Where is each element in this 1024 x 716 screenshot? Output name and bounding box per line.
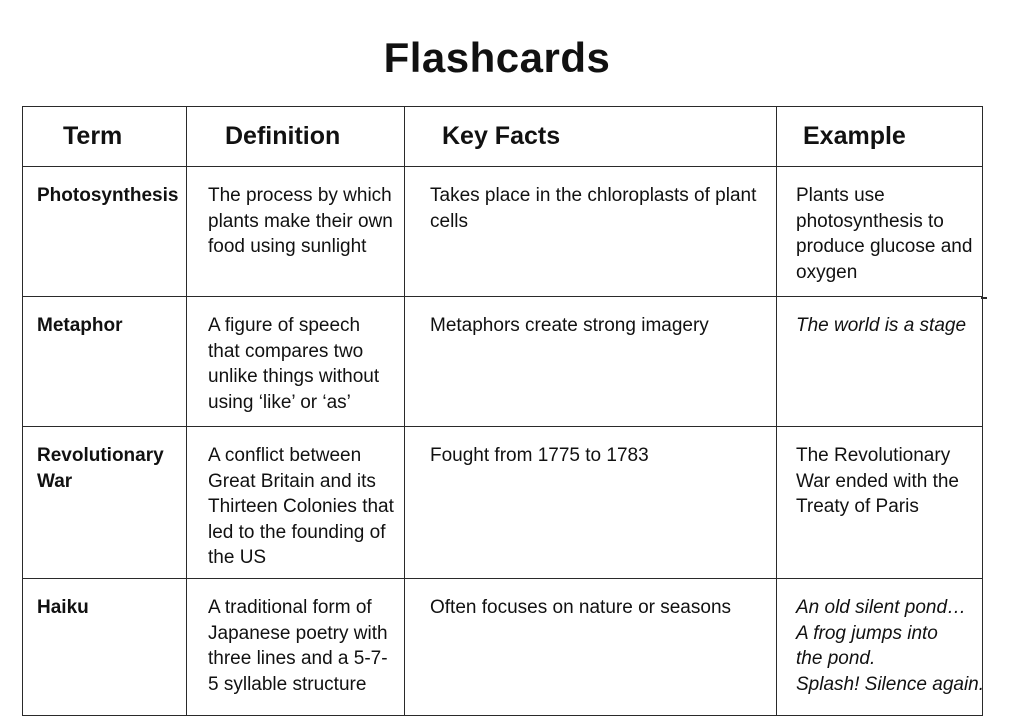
- poem-line: A frog jumps into: [796, 622, 938, 644]
- key-facts-cell: Often focuses on nature or seasons: [405, 579, 777, 716]
- header-key-facts: Key Facts: [405, 107, 777, 167]
- table-row: [23, 167, 983, 297]
- term-cell: Revolutionary War: [23, 427, 187, 579]
- table-row: [23, 297, 983, 427]
- table-row: [23, 579, 983, 716]
- poem-line: Splash! Silence again.: [796, 673, 985, 695]
- example-cell: Plants use photosynthesis to produce glucose and oxygen: [777, 167, 983, 297]
- header-term: Term: [23, 107, 187, 167]
- definition-cell: A conflict between Great Britain and its Thirteen Colonies that led to the founding of the US: [187, 427, 405, 579]
- definition-cell: A figure of speech that compares two unlike things without using ‘like’ or ‘as’: [187, 297, 405, 427]
- term-cell: Metaphor: [23, 297, 187, 427]
- table-border-tick: [981, 297, 987, 299]
- table-row: [23, 427, 983, 579]
- key-facts-cell: Fought from 1775 to 1783: [405, 427, 777, 579]
- example-cell: [777, 579, 983, 716]
- header-example: Example: [777, 107, 983, 167]
- header-definition: Definition: [187, 107, 405, 167]
- poem-line: the pond.: [796, 648, 876, 669]
- page-title: Flashcards: [383, 34, 611, 81]
- example-cell: The Revolutionary War ended with the Treaty of Paris: [777, 427, 983, 579]
- example-cell: The world is a stage: [777, 297, 983, 427]
- definition-cell: The process by which plants make their own food using sunlight: [187, 167, 405, 297]
- key-facts-cell: Takes place in the chloroplasts of plant cells: [405, 167, 777, 297]
- term-cell: Photosynthesis: [23, 167, 187, 297]
- poem-line: An old silent pond…: [796, 597, 967, 618]
- term-cell: Haiku: [23, 579, 187, 716]
- definition-cell: A traditional form of Japanese poetry with three lines and a 5-7-5 syllable structure: [187, 579, 405, 716]
- flashcards-table: [22, 106, 983, 716]
- key-facts-cell: Metaphors create strong imagery: [405, 297, 777, 427]
- header-row: [23, 107, 983, 167]
